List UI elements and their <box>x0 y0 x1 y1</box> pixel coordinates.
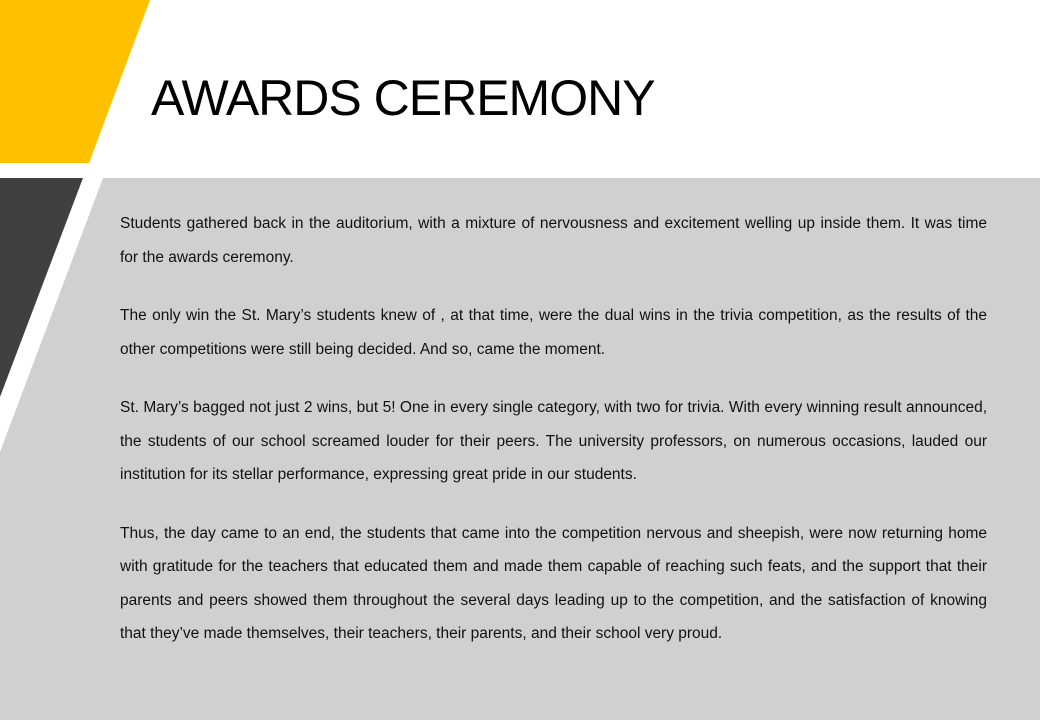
body-paragraph-3: St. Mary’s bagged not just 2 wins, but 5! One in every single category, with two for trivia. With every winning result announced, the students of our school screamed louder for their peers. The university professors, on numerous occasions, lauded our institution for its stellar performance, expressing great pride in our students. <box>120 399 987 483</box>
body-paragraph-4: Thus, the day came to an end, the students that came into the competition nervous and sheepish, were now returning home with gratitude for the teachers that educated them and made them capable of reaching such feats, and the support that their parents and peers showed them throughout the several days leading up to the competition, and the satisfaction of knowing that they’ve made themselves, their teachers, their parents, and their school very proud. <box>120 524 987 642</box>
body-paragraph-1: Students gathered back in the auditorium, with a mixture of nervousness and excitement welling up inside them. It was time for the awards ceremony. <box>120 215 987 266</box>
slide-title: AWARDS CEREMONY <box>151 70 655 126</box>
yellow-accent-shape <box>0 0 150 163</box>
slide-body <box>120 207 987 651</box>
body-paragraph-2: The only win the St. Mary’s students knew of , at that time, were the dual wins in the trivia competition, as the results of the other competitions were still being decided. And so, came the moment. <box>120 307 987 358</box>
